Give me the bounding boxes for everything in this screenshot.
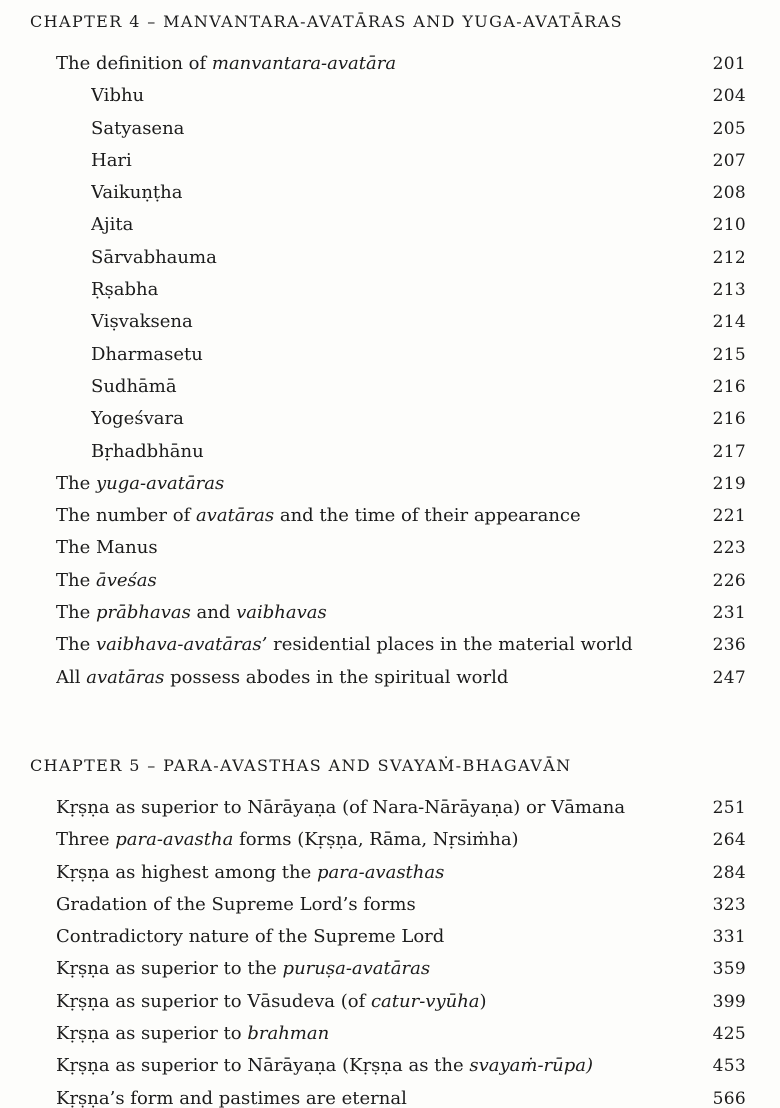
entry-page-number: 247 [712,667,746,688]
toc-sections [30,12,746,1108]
entry-page-number: 215 [712,344,746,365]
entry-title: Vaikuṇṭha [91,182,183,204]
entry-title: Ajita [91,214,134,236]
entry-page-number: 216 [712,409,746,430]
entry-page-number: 214 [712,312,746,333]
entry-page-number: 251 [712,797,746,818]
entry-title: Bṛhadbhānu [91,440,204,462]
entry-title: The Manus [56,537,158,559]
toc-entry [30,48,746,80]
entry-page-number: 208 [712,183,746,204]
toc-section [30,756,746,1108]
toc-entry [30,436,746,468]
entry-title: Yogeśvara [91,408,184,430]
toc-entry [30,597,746,629]
chapter-heading: CHAPTER 4 – MANVANTARA-AVATĀRAS AND YUGA-AVATĀRAS [30,12,624,31]
entry-page-number: 453 [712,1056,746,1077]
toc-entry [30,371,746,403]
entry-title: Contradictory nature of the Supreme Lord [56,926,445,948]
toc-entry [30,306,746,338]
toc-entry [30,921,746,953]
toc-entry [30,986,746,1018]
entry-page-number: 236 [712,635,746,656]
entry-title: Three para-avastha forms (Kṛṣṇa, Rāma, Nṛsiṁha) [56,829,519,851]
entry-title: Kṛṣṇa as superior to brahman [56,1023,330,1045]
entry-title: Kṛṣṇa as superior to Vāsudeva (of catur-vyūha) [56,990,487,1012]
toc-entry [30,80,746,112]
entry-page-number: 213 [712,280,746,301]
toc-entry [30,209,746,241]
toc-entry [30,629,746,661]
toc-entry [30,1018,746,1050]
entry-page-number: 223 [712,538,746,559]
entry-page-number: 219 [712,473,746,494]
entry-title: The prābhavas and vaibhavas [56,602,327,624]
toc-entry [30,403,746,435]
toc-entry [30,662,746,694]
entry-title: Vibhu [91,85,145,107]
entry-page-number: 207 [712,150,746,171]
entry-page-number: 201 [712,54,746,74]
entry-title: Sārvabhauma [91,246,217,268]
toc-entry [30,1083,746,1108]
entry-title: Gradation of the Supreme Lord’s forms [56,893,416,915]
entry-title: The vaibhava-avatāras’ residential places in the material world [56,634,633,656]
entry-page-number: 217 [712,441,746,462]
entry-title: Sudhāmā [91,375,177,397]
entry-title: Kṛṣṇa as superior to Nārāyaṇa (Kṛṣṇa as the svayaṁ-rūpa) [56,1055,594,1077]
entry-title: Viṣvaksena [91,311,193,333]
entry-title: Dharmasetu [91,343,203,365]
entry-page-number: 399 [712,991,746,1012]
entry-title: All avatāras possess abodes in the spiritual world [56,666,509,688]
entry-page-number: 231 [712,603,746,624]
entry-title: Satyasena [91,117,185,139]
toc-entry [30,953,746,985]
toc-entry [30,889,746,921]
chapter-heading: CHAPTER 5 – PARA-AVASTHAS AND SVAYAṀ-BHAGAVĀN [30,755,572,775]
entry-title: Kṛṣṇa as highest among the para-avasthas [56,861,445,883]
entry-title: Ṛṣabha [91,279,159,301]
toc-entry [30,145,746,177]
entries-list [30,792,746,1108]
entry-title: Hari [91,149,132,171]
entries-list [30,48,746,694]
toc-entry [30,468,746,500]
entry-title: The āveśas [56,569,157,591]
toc-entry [30,113,746,145]
entry-title: Kṛṣṇa as superior to the puruṣa-avatāras [56,958,431,980]
toc-entry [30,824,746,856]
toc-entry [30,565,746,597]
entry-page-number: 359 [712,959,746,980]
entry-page-number: 210 [712,215,746,236]
entry-page-number: 323 [712,894,746,915]
entry-title: Kṛṣṇa as superior to Nārāyaṇa (of Nara-Nārāyaṇa) or Vāmana [56,796,626,818]
toc-entry [30,242,746,274]
toc-entry [30,857,746,889]
toc-entry [30,500,746,532]
entry-title: Kṛṣṇa’s form and pastimes are eternal [56,1087,407,1108]
entry-page-number: 264 [712,830,746,851]
entry-title: The yuga-avatāras [56,472,225,494]
toc-section [30,12,746,694]
entry-title: The number of avatāras and the time of their appearance [56,505,581,527]
entry-page-number: 331 [712,927,746,948]
entry-title: The definition of manvantara-avatāra [56,53,397,74]
entry-page-number: 425 [712,1024,746,1045]
entry-page-number: 566 [712,1088,746,1108]
toc-entry [30,532,746,564]
toc-entry [30,1050,746,1082]
entry-page-number: 216 [712,376,746,397]
entry-page-number: 284 [712,862,746,883]
entry-page-number: 205 [712,118,746,139]
entry-page-number: 226 [712,570,746,591]
toc-entry [30,339,746,371]
toc-entry [30,177,746,209]
entry-page-number: 221 [712,506,746,527]
toc-entry [30,274,746,306]
entry-page-number: 204 [712,86,746,107]
toc-entry [30,792,746,824]
entry-page-number: 212 [712,247,746,268]
